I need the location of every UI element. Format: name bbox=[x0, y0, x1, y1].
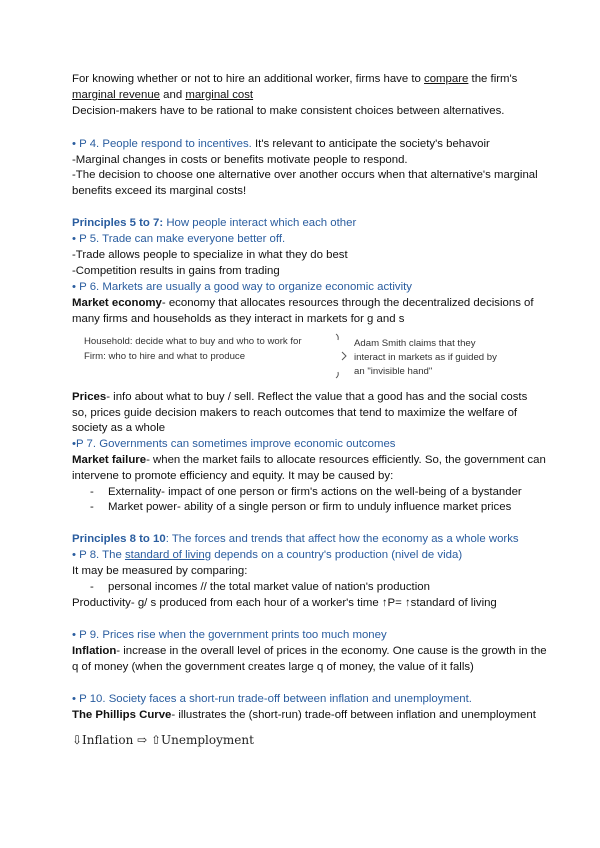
market-economy-term: Market economy bbox=[72, 297, 162, 309]
dash-marker: - bbox=[90, 501, 94, 513]
marginal-cost-term: marginal cost bbox=[185, 89, 254, 101]
prices-def bbox=[72, 390, 527, 404]
inflation-text: - increase in the overall level of prices in the economy. One cause is the growth in the bbox=[116, 645, 547, 657]
handwritten-tradeoff-note: ⇩Inflation ⇨ ⇧Unemployment bbox=[72, 733, 254, 747]
prices-term: Prices bbox=[72, 391, 107, 403]
market-failure-text: - when the market fails to allocate resources efficiently. So, the government can bbox=[146, 454, 546, 466]
principles-8-10-desc: : The forces and trends that affect how the economy as a whole works bbox=[165, 533, 519, 545]
p8-title bbox=[72, 548, 462, 562]
principles-8-10-heading bbox=[72, 532, 519, 546]
intro-line-1 bbox=[72, 72, 517, 86]
p6-title: • P 6. Markets are usually a good way to organize economic activity bbox=[72, 281, 412, 293]
dash-marker: - bbox=[90, 486, 94, 498]
inflation-def bbox=[72, 644, 547, 658]
productivity-def: Productivity- g/ s produced from each hour of a worker's time ↑P= ↑standard of living bbox=[72, 597, 497, 609]
principles-8-10-label: Principles 8 to 10 bbox=[72, 533, 166, 545]
personal-incomes-item: personal incomes // the total market value of nation's production bbox=[108, 581, 430, 593]
p4-line-2: -Marginal changes in costs or benefits motivate people to respond. bbox=[72, 154, 408, 166]
standard-of-living-term: standard of living bbox=[124, 549, 212, 561]
intro-text-end: the firm's bbox=[468, 73, 518, 85]
principles-5-7-heading bbox=[72, 216, 356, 230]
p5-line-a: -Trade allows people to specialize in what they do best bbox=[72, 249, 348, 261]
phillips-curve-text: - illustrates the (short-run) trade-off between inflation and unemployment bbox=[171, 709, 536, 721]
p9-title: • P 9. Prices rise when the government prints too much money bbox=[72, 629, 387, 641]
market-economy-text: - economy that allocates resources through the decentralized decisions of bbox=[161, 297, 534, 309]
prices-line-3: society as a whole bbox=[72, 422, 166, 434]
p8-title-end: depends on a country's production (nivel de vida) bbox=[211, 549, 463, 561]
figure-household: Household: decide what to buy and who to work for bbox=[84, 336, 302, 347]
p4-heading bbox=[72, 137, 490, 151]
measure-line: It may be measured by comparing: bbox=[72, 565, 248, 577]
dash-marker: - bbox=[90, 581, 94, 593]
market-economy-def bbox=[72, 296, 534, 310]
prices-line-2: so, prices guide decision makers to reach outcomes that tend to maximize the welfare of bbox=[72, 407, 518, 419]
intro-line-2 bbox=[72, 88, 253, 102]
externality-item: Externality- impact of one person or firm's actions on the well-being of a bystander bbox=[108, 486, 522, 498]
figure-smith-line-1: Adam Smith claims that they bbox=[354, 338, 476, 349]
principles-5-7-label: Principles 5 to 7: bbox=[72, 217, 164, 229]
phillips-curve-term: The Phillips Curve bbox=[72, 709, 172, 721]
p4-title-rest: It's relevant to anticipate the society's behavoir bbox=[251, 138, 490, 150]
market-failure-def bbox=[72, 453, 546, 467]
marginal-revenue-term: marginal revenue bbox=[72, 89, 161, 101]
intro-line-3: Decision-makers have to be rational to make consistent choices between alternatives. bbox=[72, 105, 505, 117]
p5-title: • P 5. Trade can make everyone better off. bbox=[72, 233, 286, 245]
market-power-item: Market power- ability of a single person or firm to unduly influence market prices bbox=[108, 501, 512, 513]
principles-5-7-desc: How people interact which each other bbox=[163, 217, 357, 229]
p4-title: • P 4. People respond to incentives. bbox=[72, 138, 252, 150]
p8-title-start: • P 8. The bbox=[72, 549, 125, 561]
p10-title: • P 10. Society faces a short-run trade-off between inflation and unemployment. bbox=[72, 693, 472, 705]
market-failure-line-2: intervene to promote efficiency and equity. It may be caused by: bbox=[72, 470, 394, 482]
compare-word: compare bbox=[424, 73, 469, 85]
prices-text: - info about what to buy / sell. Reflect the value that a good has and the social costs bbox=[106, 391, 528, 403]
and-word: and bbox=[160, 89, 186, 101]
figure-firm: Firm: who to hire and what to produce bbox=[84, 351, 246, 362]
intro-text: For knowing whether or not to hire an additional worker, firms have to bbox=[72, 73, 425, 85]
p4-line-3: -The decision to choose one alternative over another occurs when that alternative's marginal bbox=[72, 169, 538, 181]
market-economy-line-2: many firms and households as they interact in markets for g and s bbox=[72, 313, 405, 325]
figure-smith-line-2: interact in markets as if guided by bbox=[354, 352, 497, 363]
p4-line-4: benefits exceed its marginal costs! bbox=[72, 185, 247, 197]
market-failure-term: Market failure bbox=[72, 454, 147, 466]
brace-icon bbox=[330, 332, 354, 380]
p5-line-b: -Competition results in gains from trading bbox=[72, 265, 280, 277]
inflation-line-2: q of money (when the government creates large q of money, the value of it falls) bbox=[72, 661, 474, 673]
phillips-curve-def bbox=[72, 708, 536, 722]
figure-smith-line-3: an "invisible hand" bbox=[354, 366, 433, 377]
p7-title: •P 7. Governments can sometimes improve economic outcomes bbox=[72, 438, 396, 450]
inflation-term: Inflation bbox=[72, 645, 117, 657]
